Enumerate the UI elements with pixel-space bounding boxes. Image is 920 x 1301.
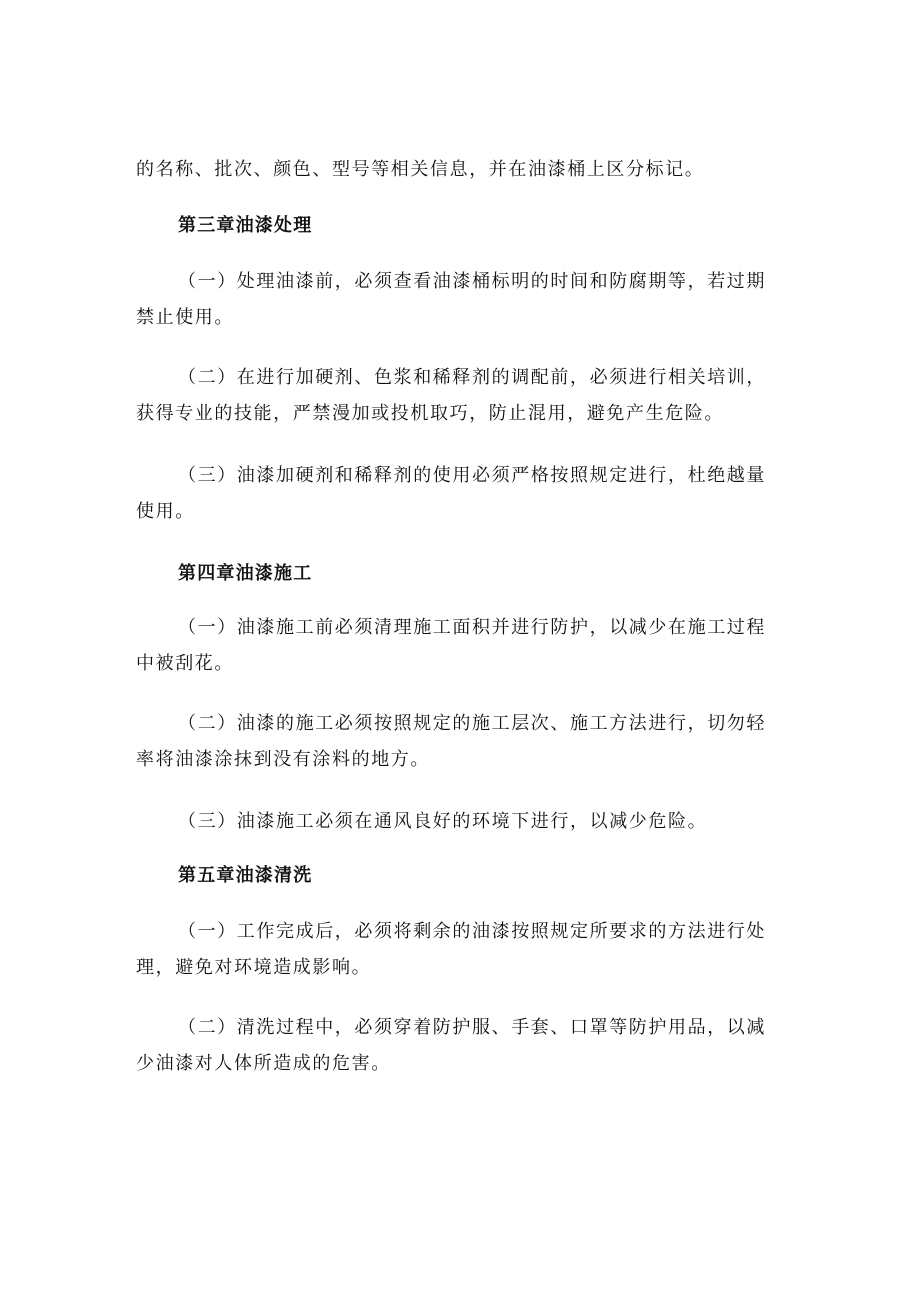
paragraph-line: （一）处理油漆前，必须查看油漆桶标明的时间和防腐期等，若过期 — [178, 271, 766, 292]
intro-continuation-paragraph — [136, 152, 796, 188]
paragraph-line: （一）工作完成后，必须将剩余的油漆按照规定所要求的方法进行处 — [178, 921, 766, 942]
chapter-4-heading: 第四章油漆施工 — [178, 563, 313, 584]
paragraph-line: （三）油漆加硬剂和稀释剂的使用必须严格按照规定进行，杜绝越量 — [178, 465, 766, 486]
chapter-5-heading: 第五章油漆清洗 — [178, 865, 313, 886]
paragraph-line: （二）清洗过程中，必须穿着防护服、手套、口罩等防护用品，以减 — [178, 1017, 766, 1038]
paragraph-line: 中被刮花。 — [136, 653, 234, 674]
chapter-3-heading: 第三章油漆处理 — [178, 215, 313, 236]
paragraph-line: （二）在进行加硬剂、色浆和稀释剂的调配前，必须进行相关培训， — [178, 367, 766, 388]
paragraph-line: （三）油漆施工必须在通风良好的环境下进行，以减少危险。 — [178, 811, 708, 832]
paragraph-line: 率将油漆涂抹到没有涂料的地方。 — [136, 749, 430, 770]
chapter-4-item-1 — [136, 610, 796, 682]
chapter-4-item-3 — [136, 804, 796, 840]
paragraph-line: （一）油漆施工前必须清理施工面积并进行防护，以减少在施工过程 — [178, 617, 766, 638]
chapter-3-item-1 — [136, 264, 796, 336]
chapter-5-item-2 — [136, 1010, 796, 1082]
chapter-5-item-1 — [136, 914, 796, 986]
paragraph-line: 理，避免对环境造成影响。 — [136, 957, 372, 978]
chapter-4-item-2 — [136, 706, 796, 778]
paragraph-line: （二）油漆的施工必须按照规定的施工层次、施工方法进行，切勿轻 — [178, 713, 766, 734]
paragraph-line: 的名称、批次、颜色、型号等相关信息，并在油漆桶上区分标记。 — [136, 159, 705, 180]
chapter-3-item-3 — [136, 458, 796, 530]
paragraph-line: 少油漆对人体所造成的危害。 — [136, 1053, 391, 1074]
paragraph-line: 获得专业的技能，严禁漫加或投机取巧，防止混用，避免产生危险。 — [136, 403, 724, 424]
paragraph-line: 使用。 — [136, 501, 195, 522]
paragraph-line: 禁止使用。 — [136, 307, 234, 328]
chapter-3-item-2 — [136, 360, 796, 432]
